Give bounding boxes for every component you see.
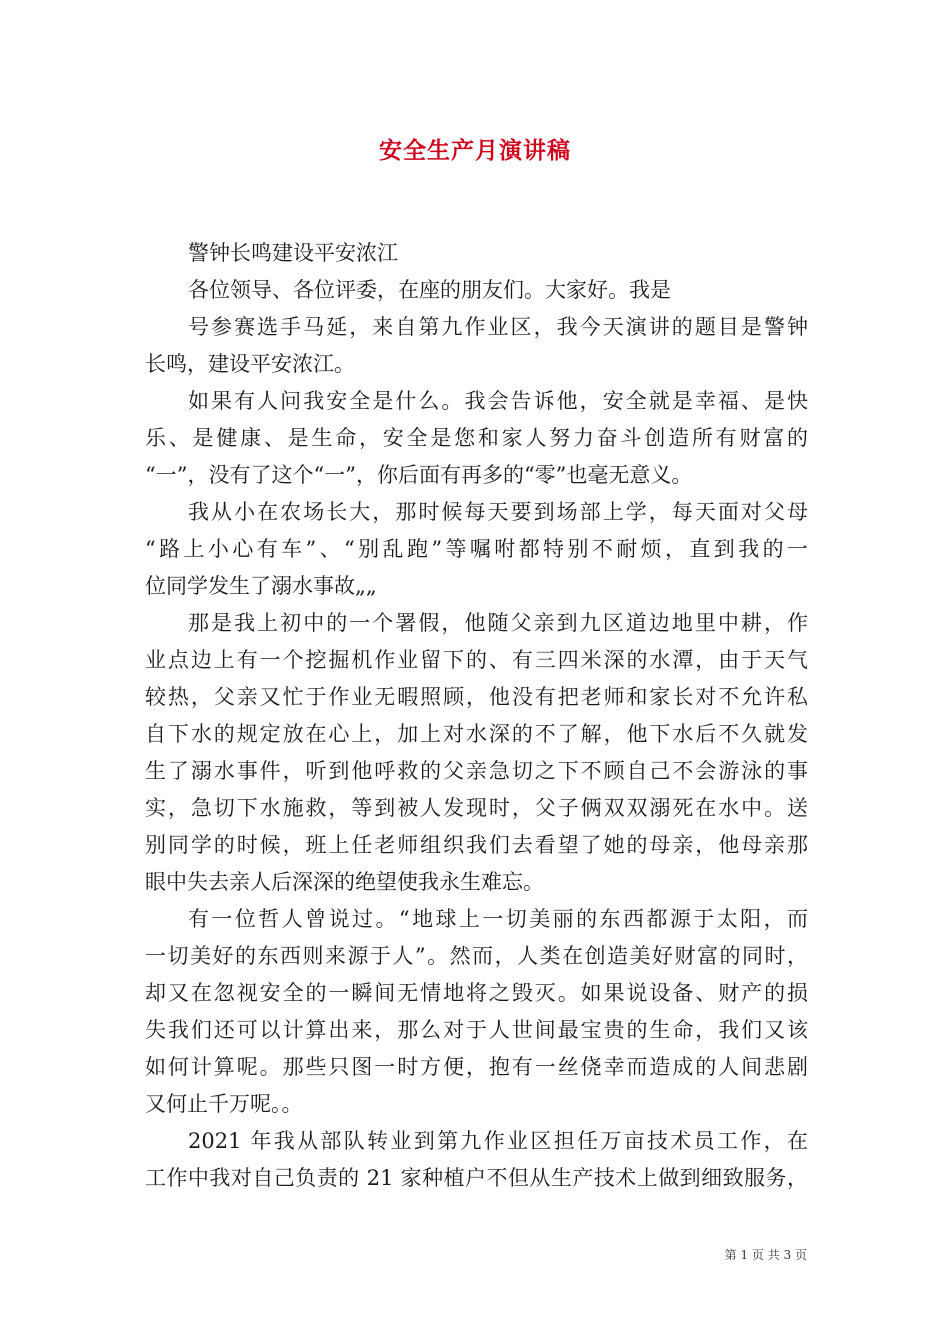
paragraph-line: 实，急切下水施救，等到被人发现时，父子俩双双溺死在水中。送 xyxy=(145,796,808,820)
document-title: 安全生产月演讲稿 xyxy=(379,138,571,164)
paragraph-line: 位同学发生了溺水事故„„ xyxy=(145,574,377,598)
paragraph-line: 有一位哲人曾说过。“地球上一切美丽的东西都源于太阳，而 xyxy=(188,907,808,931)
paragraph-line: 失我们还可以计算出来，那么对于人世间最宝贵的生命，我们又该 xyxy=(145,1018,808,1042)
paragraph-line: 那是我上初中的一个署假，他随父亲到九区道边地里中耕，作 xyxy=(188,611,808,635)
paragraph-line: 工作中我对自己负责的 21 家种植户不但从生产技术上做到细致服务， xyxy=(145,1166,808,1190)
page-footer: 第 1 页 共 3 页 xyxy=(724,1248,807,1262)
paragraph-line: 号参赛选手马延，来自第九作业区，我今天演讲的题目是警钟 xyxy=(188,315,808,339)
paragraph-line: 又何止千万呢。。 xyxy=(145,1092,303,1116)
paragraph-line: 2021 年我从部队转业到第九作业区担任万亩技术员工作，在 xyxy=(188,1129,808,1153)
paragraph-line: 我从小在农场长大，那时候每天要到场部上学，每天面对父母 xyxy=(188,500,808,524)
paragraph-line: 一切美好的东西则来源于人”。然而，人类在创造美好财富的同时， xyxy=(145,944,808,968)
paragraph-line: 别同学的时候，班上任老师组织我们去看望了她的母亲，他母亲那 xyxy=(145,833,808,857)
paragraph-line: 各位领导、各位评委，在座的朋友们。大家好。我是 xyxy=(188,278,671,302)
paragraph-line: 较热，父亲又忙于作业无暇照顾，他没有把老师和家长对不允许私 xyxy=(145,685,808,709)
paragraph-line: 如果有人问我安全是什么。我会告诉他，安全就是幸福、是快 xyxy=(188,389,808,413)
paragraph-line: 长鸣，建设平安浓江。 xyxy=(145,352,355,376)
paragraph-line: 乐、是健康、是生命，安全是您和家人努力奋斗创造所有财富的 xyxy=(145,426,808,450)
paragraph-line: 眼中失去亲人后深深的绝望使我永生难忘。 xyxy=(145,870,544,894)
paragraph-line: 如何计算呢。那些只图一时方便，抱有一丝侥幸而造成的人间悲剧 xyxy=(145,1055,808,1079)
paragraph-line: 生了溺水事件，听到他呼救的父亲急切之下不顾自己不会游泳的事 xyxy=(145,759,808,783)
paragraph-line: “路上小心有车”、“别乱跑”等嘱咐都特别不耐烦，直到我的一 xyxy=(145,537,808,561)
paragraph-line: 却又在忽视安全的一瞬间无情地将之毁灭。如果说设备、财产的损 xyxy=(145,981,808,1005)
document-body xyxy=(145,235,808,1197)
paragraph-line: 自下水的规定放在心上，加上对水深的不了解，他下水后不久就发 xyxy=(145,722,808,746)
paragraph-line: 警钟长鸣建设平安浓江 xyxy=(188,241,398,265)
paragraph-line: “一”，没有了这个“一”，你后面有再多的“零”也毫无意义。 xyxy=(145,463,693,487)
paragraph-line: 业点边上有一个挖掘机作业留下的、有三四米深的水潭，由于天气 xyxy=(145,648,808,672)
